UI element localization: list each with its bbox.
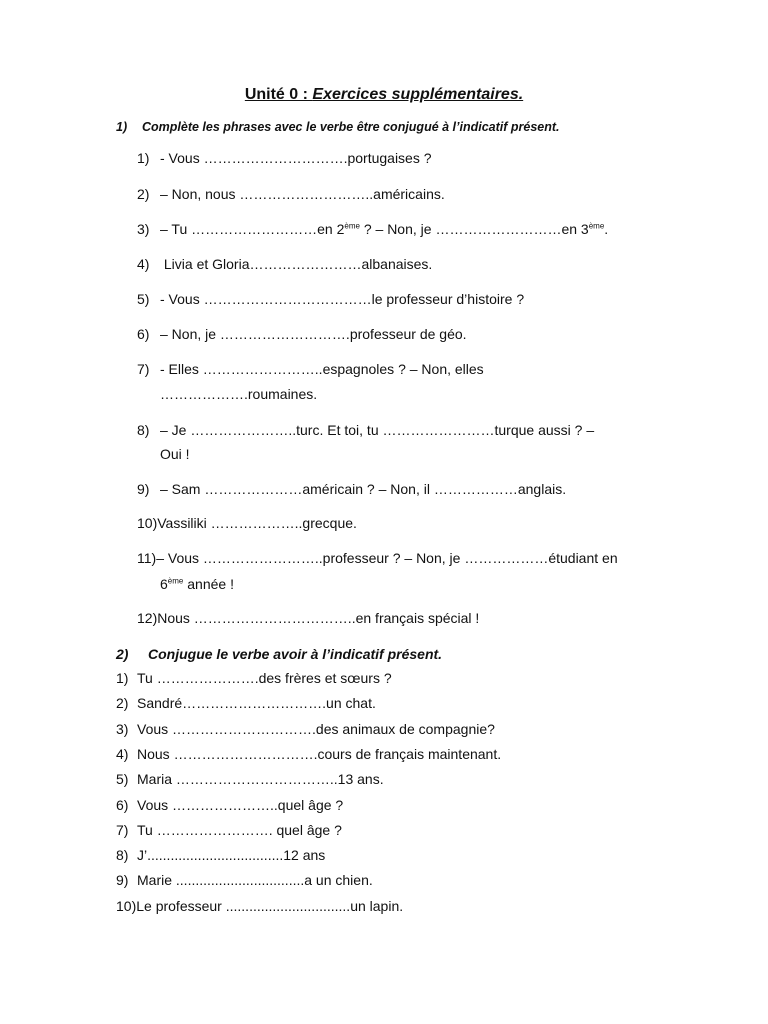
item-text: – Non, je ……………………….professeur de géo.: [160, 326, 467, 342]
section-1-instruction: Complète les phrases avec le verbe être conjugué à l’indicatif présent.: [142, 120, 560, 134]
item-text-a: – Tu ………………………en 2: [160, 221, 345, 237]
item-number: 7): [116, 822, 129, 838]
section-1-heading: [116, 120, 560, 134]
item-number: 1): [116, 670, 129, 686]
exercise-1-item-9: [137, 477, 566, 502]
item-text: Livia et Gloria……………………albanaises.: [160, 256, 433, 272]
item-text-b: ? – Non, je ………………………en 3: [359, 221, 589, 237]
title-prefix: Unité 0 :: [244, 86, 313, 103]
item-text: Vous …………………..quel âge ?: [137, 797, 344, 813]
exercise-1-item-7-continuation: ……………….roumaines.: [160, 386, 318, 402]
item-number: 9): [116, 872, 129, 888]
exercise-1-item-11: [137, 546, 618, 571]
exercise-1-item-12: [137, 606, 479, 631]
exercise-2-item-2: [116, 691, 376, 716]
item-text: Le professeur ................................un lapin.: [136, 898, 404, 914]
exercise-2-item-7: [116, 818, 342, 843]
item-number: 8): [137, 422, 150, 438]
item-text: Sandré………………………….un chat.: [137, 695, 376, 711]
item-number: 10): [116, 898, 137, 914]
item-text: – Je …………………..turc. Et toi, tu ……………………turque aussi ? –: [160, 422, 595, 438]
item-number: 4): [137, 256, 150, 272]
exercise-1-item-7: [137, 357, 484, 382]
item-number: 5): [137, 291, 150, 307]
exercise-2-item-4: [116, 742, 501, 767]
item-number: 1): [137, 150, 150, 166]
superscript-1: ème: [344, 221, 360, 231]
item-number: 8): [116, 847, 129, 863]
item-text: – Vous ……………………..professeur ? – Non, je ………………étudiant en: [156, 550, 618, 566]
item-text: – Non, nous ………………………..américains.: [160, 186, 445, 202]
item-number: 4): [116, 746, 129, 762]
item-text: J’...................................12 ans: [137, 847, 326, 863]
section-2-number: 2): [116, 646, 129, 662]
exercise-2-item-8: [116, 843, 325, 868]
exercise-2-item-3: [116, 717, 495, 742]
exercise-2-item-6: [116, 793, 343, 818]
exercise-2-item-1: [116, 666, 392, 691]
item-text: - Elles ……………………..espagnoles ? – Non, elles: [160, 361, 484, 377]
item-number: 9): [137, 481, 150, 497]
exercise-1-item-8: [137, 418, 594, 443]
exercise-1-item-10: [137, 511, 357, 536]
exercise-1-item-8-continuation: Oui !: [160, 446, 190, 462]
cont-text-b: année !: [183, 576, 234, 592]
item-number: 2): [137, 186, 150, 202]
item-text: - Vous ………………………….portugaises ?: [160, 150, 432, 166]
item-number: 10): [137, 515, 158, 531]
section-2-heading: [116, 646, 442, 662]
exercise-2-item-5: [116, 767, 384, 792]
item-text: Vous ………………………….des animaux de compagnie?: [137, 721, 495, 737]
title-italic: Exercices supplémentaires.: [312, 86, 524, 103]
item-text: Marie .................................a un chien.: [137, 872, 373, 888]
superscript: ème: [167, 576, 184, 586]
exercise-2-item-9: [116, 868, 373, 893]
exercise-1-item-1: [137, 146, 432, 171]
section-1-number: 1): [116, 120, 128, 134]
exercise-1-item-5: [137, 287, 524, 312]
item-text: Tu ………………….des frères et sœurs ?: [137, 670, 392, 686]
exercise-2-item-10: [116, 894, 403, 919]
item-number: 12): [137, 610, 158, 626]
item-number: 11): [137, 550, 157, 566]
item-text: Maria ……………………………..13 ans.: [137, 771, 384, 787]
item-number: 5): [116, 771, 129, 787]
item-number: 7): [137, 361, 150, 377]
page-title: [0, 86, 768, 104]
item-number: 3): [116, 721, 129, 737]
item-text: Tu ……………………. quel âge ?: [137, 822, 342, 838]
item-number: 3): [137, 221, 150, 237]
exercise-1-item-6: [137, 322, 467, 347]
item-text: Nous ………………………….cours de français maintenant.: [137, 746, 502, 762]
exercise-1-item-3: [137, 217, 608, 242]
item-text: – Sam …………………américain ? – Non, il ………………anglais.: [160, 481, 567, 497]
item-number: 2): [116, 695, 129, 711]
section-2-instruction: Conjugue le verbe avoir à l’indicatif présent.: [148, 646, 443, 662]
superscript-2: ème: [588, 221, 605, 231]
exercise-1-item-4: [137, 252, 432, 277]
item-text: Vassiliki ………………..grecque.: [157, 515, 357, 531]
item-number: 6): [116, 797, 129, 813]
cont-text-a: 6: [160, 576, 168, 592]
item-text: - Vous ………………………………le professeur d’histoire ?: [160, 291, 525, 307]
exercise-1-item-11-continuation: [160, 572, 234, 597]
item-text: Nous ……………………………..en français spécial !: [157, 610, 480, 626]
exercise-1-item-2: [137, 182, 445, 207]
item-text-c: .: [604, 221, 609, 237]
item-number: 6): [137, 326, 150, 342]
